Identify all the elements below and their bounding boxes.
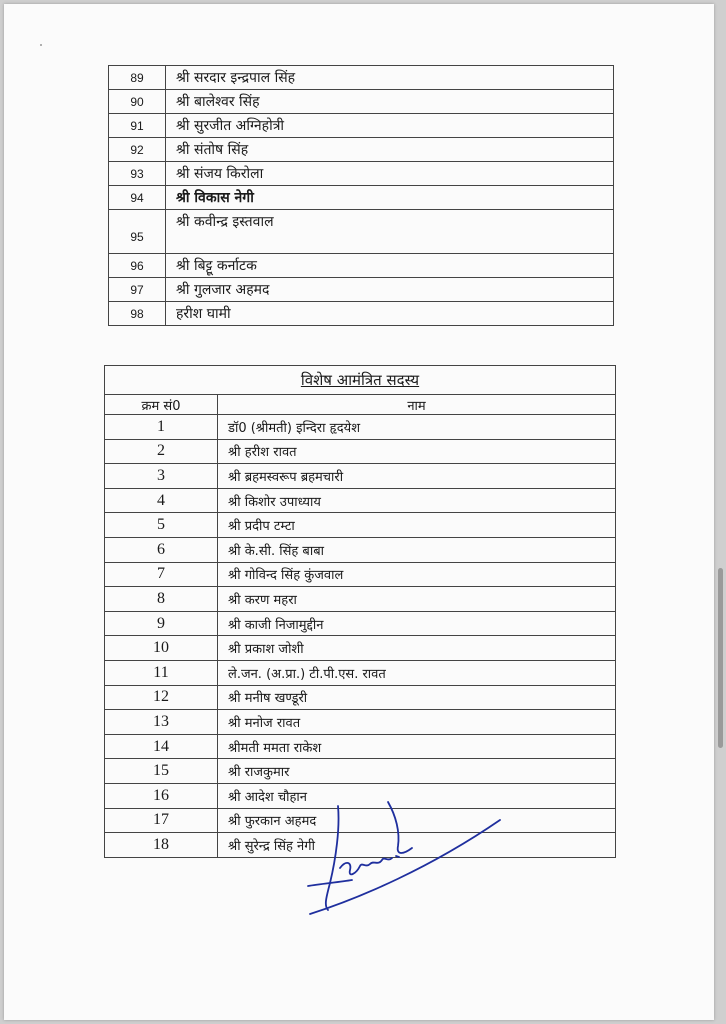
row-number: 96: [109, 254, 166, 278]
table-header-row: [105, 395, 616, 415]
row-number: 2: [105, 439, 218, 464]
table-row: [105, 415, 616, 440]
table-row: [109, 138, 614, 162]
table-row: [105, 488, 616, 513]
row-number: 16: [105, 783, 218, 808]
row-number: 10: [105, 636, 218, 661]
row-number: 13: [105, 710, 218, 735]
row-number: 17: [105, 808, 218, 833]
member-name: श्री विकास नेगी: [166, 186, 614, 210]
row-number: 18: [105, 833, 218, 858]
row-number: 92: [109, 138, 166, 162]
member-name: श्री फुरकान अहमद: [218, 808, 616, 833]
scrollbar-thumb[interactable]: [718, 568, 723, 748]
row-number: 11: [105, 660, 218, 685]
row-number: 89: [109, 66, 166, 90]
member-name: श्री के.सी. सिंह बाबा: [218, 537, 616, 562]
member-name: श्री राजकुमार: [218, 759, 616, 784]
member-name: श्री आदेश चौहान: [218, 783, 616, 808]
table-row: [105, 562, 616, 587]
table-row: [105, 660, 616, 685]
row-number: 91: [109, 114, 166, 138]
table-title-row: [105, 366, 616, 395]
member-name: श्री मनोज रावत: [218, 710, 616, 735]
member-name: श्री कवीन्द्र इस्तवाल: [166, 210, 614, 254]
member-name: श्री बालेश्वर सिंह: [166, 90, 614, 114]
member-name: श्री संजय किरोला: [166, 162, 614, 186]
member-name: श्रीमती ममता राकेश: [218, 734, 616, 759]
table-row: [109, 90, 614, 114]
table-row: [105, 513, 616, 538]
table-row: [109, 162, 614, 186]
row-number: 93: [109, 162, 166, 186]
row-number: 14: [105, 734, 218, 759]
member-name: श्री सरदार इन्द्रपाल सिंह: [166, 66, 614, 90]
row-number: 90: [109, 90, 166, 114]
table-row: [105, 685, 616, 710]
row-number: 95: [109, 210, 166, 254]
member-name: डॉ0 (श्रीमती) इन्दिरा हृदयेश: [218, 415, 616, 440]
column-header-name: नाम: [218, 395, 616, 415]
row-number: 4: [105, 488, 218, 513]
table-row: [105, 611, 616, 636]
table-row: [109, 66, 614, 90]
row-number: 6: [105, 537, 218, 562]
table-row: [105, 587, 616, 612]
member-name: ले.जन. (अ.प्रा.) टी.पी.एस. रावत: [218, 660, 616, 685]
table-row: [109, 254, 614, 278]
member-name: हरीश घामी: [166, 302, 614, 326]
member-name: श्री किशोर उपाध्याय: [218, 488, 616, 513]
member-name: श्री प्रदीप टम्टा: [218, 513, 616, 538]
row-number: 15: [105, 759, 218, 784]
member-name: श्री काजी निजामुद्दीन: [218, 611, 616, 636]
table-row: [105, 636, 616, 661]
row-number: 3: [105, 464, 218, 489]
member-name: श्री गुलजार अहमद: [166, 278, 614, 302]
member-name: श्री सुरजीत अग्निहोत्री: [166, 114, 614, 138]
member-name: श्री प्रकाश जोशी: [218, 636, 616, 661]
member-name: श्री सुरेन्द्र सिंह नेगी: [218, 833, 616, 858]
handwritten-signature: [300, 798, 510, 923]
special-invitees-table: [104, 365, 616, 858]
table-title: [105, 366, 616, 395]
member-name: श्री संतोष सिंह: [166, 138, 614, 162]
row-number: 7: [105, 562, 218, 587]
row-number: 98: [109, 302, 166, 326]
member-name: श्री मनीष खण्डूरी: [218, 685, 616, 710]
member-name: श्री बिट्टू कर्नाटक: [166, 254, 614, 278]
member-name: श्री करण महरा: [218, 587, 616, 612]
table-row: [105, 710, 616, 735]
table-row: [105, 537, 616, 562]
member-name: श्री हरीश रावत: [218, 439, 616, 464]
row-number: 94: [109, 186, 166, 210]
column-header-serial: क्रम सं0: [105, 395, 218, 415]
table-row: [109, 302, 614, 326]
table-row: [109, 278, 614, 302]
table-row: [109, 114, 614, 138]
row-number: 5: [105, 513, 218, 538]
row-number: 1: [105, 415, 218, 440]
table-row: [105, 439, 616, 464]
table-row: [105, 759, 616, 784]
table-row: [109, 210, 614, 254]
speck: [40, 44, 42, 46]
table-row: [109, 186, 614, 210]
row-number: 9: [105, 611, 218, 636]
row-number: 8: [105, 587, 218, 612]
table-row: [105, 734, 616, 759]
members-table-continued: [108, 65, 614, 326]
row-number: 12: [105, 685, 218, 710]
member-name: श्री गोविन्द सिंह कुंजवाल: [218, 562, 616, 587]
row-number: 97: [109, 278, 166, 302]
member-name: श्री ब्रहमस्वरूप ब्रहमचारी: [218, 464, 616, 489]
table-row: [105, 464, 616, 489]
table-title-text: विशेष आमंत्रित सदस्य: [300, 371, 420, 389]
